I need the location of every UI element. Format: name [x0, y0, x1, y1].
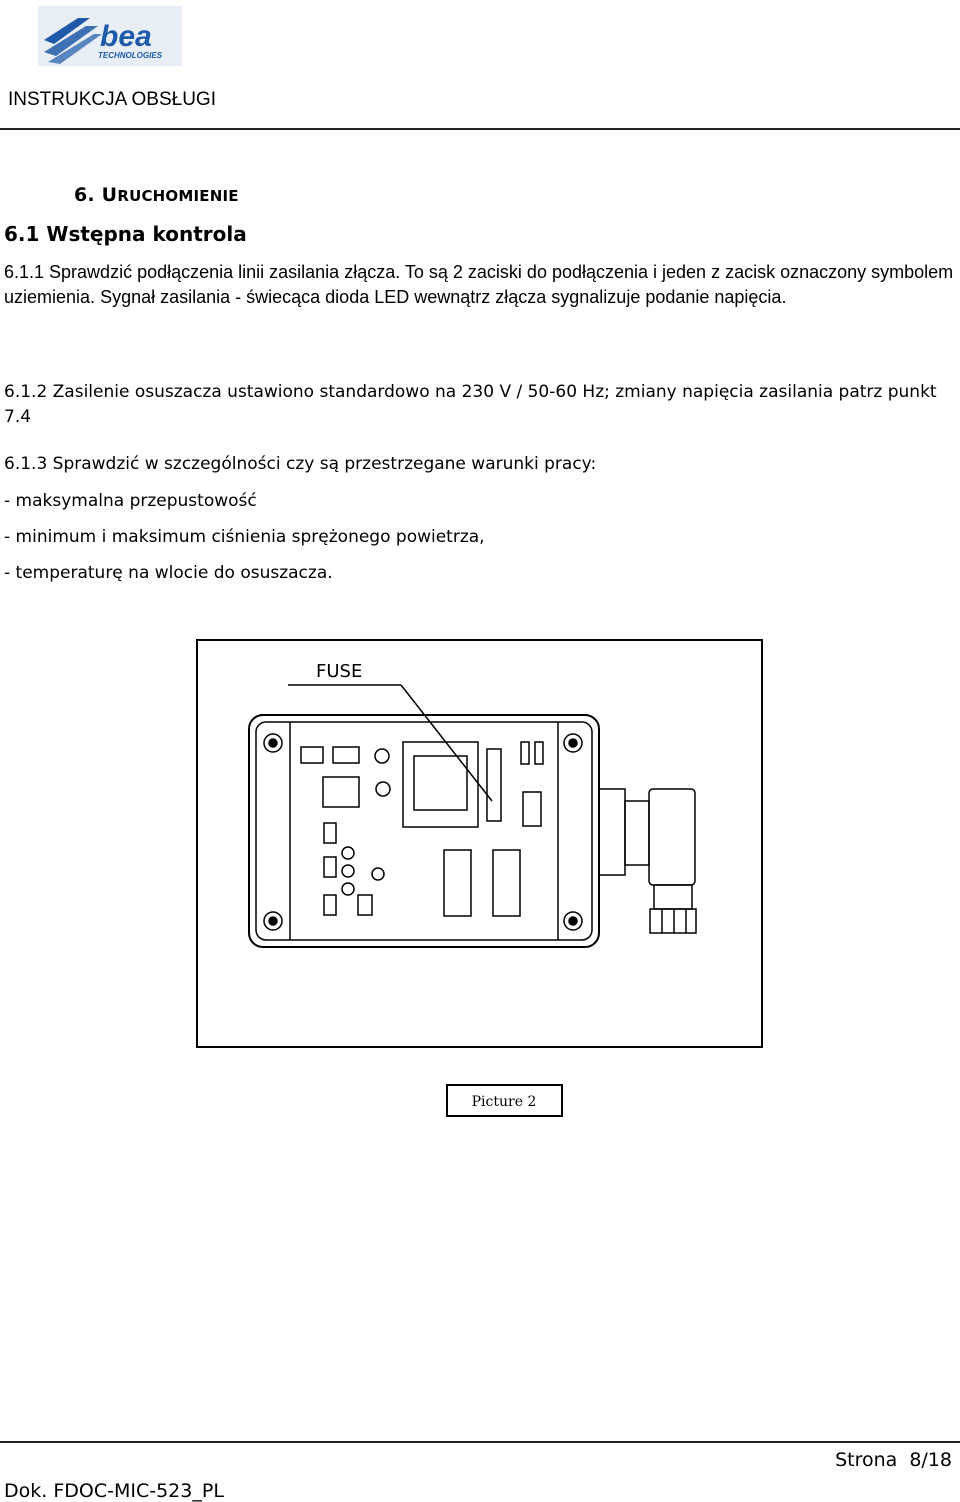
page-value: 8/18	[909, 1449, 952, 1471]
caption-text: Picture 2	[471, 1094, 537, 1110]
list-item: - minimum i maksimum ciśnienia sprężonego powietrza,	[4, 527, 485, 547]
list-item: - maksymalna przepustowość	[4, 491, 257, 511]
fuse-label: FUSE	[316, 661, 363, 682]
paragraph-6-1-3: 6.1.3 Sprawdzić w szczególności czy są przestrzegane warunki pracy:	[4, 454, 597, 474]
section-title-initial: U	[101, 184, 118, 206]
figure-caption	[446, 1084, 563, 1117]
subsection-heading: 6.1 Wstępna kontrola	[4, 222, 247, 246]
section-number: 6.	[74, 184, 95, 206]
logo-subtext: TECHNOLOGIES	[98, 51, 163, 60]
company-logo	[38, 6, 182, 66]
section-title-rest: RUCHOMIENIE	[117, 187, 239, 205]
list-item: - temperaturę na wlocie do osuszacza.	[4, 563, 333, 583]
section-heading	[74, 184, 239, 206]
paragraph-6-1-1-part2: Sygnał zasilania - świecąca dioda LED wewnątrz złącza sygnalizuje podanie napięcia.	[100, 287, 787, 307]
page-number	[835, 1449, 952, 1471]
paragraph-6-1-1	[4, 260, 954, 310]
header-divider	[0, 128, 960, 130]
pcb-diagram	[196, 639, 763, 1048]
page-label: Strona	[835, 1449, 898, 1471]
document-id: Dok. FDOC-MIC-523_PL	[4, 1480, 224, 1502]
logo-wordmark: bea	[100, 20, 152, 53]
paragraph-6-1-2: 6.1.2 Zasilenie osuszacza ustawiono standardowo na 230 V / 50-60 Hz; zmiany napięcia zasilania patrz punkt 7.4	[4, 382, 937, 427]
paragraph-6-1-1-part1: 6.1.1 Sprawdzić podłączenia linii zasilania złącza. To są 2 zaciski do podłączenia i jeden z zacisk oznaczony symbolem uziemienia.	[4, 262, 954, 307]
document-title: INSTRUKCJA OBSŁUGI	[8, 89, 216, 110]
footer-divider	[0, 1441, 960, 1443]
